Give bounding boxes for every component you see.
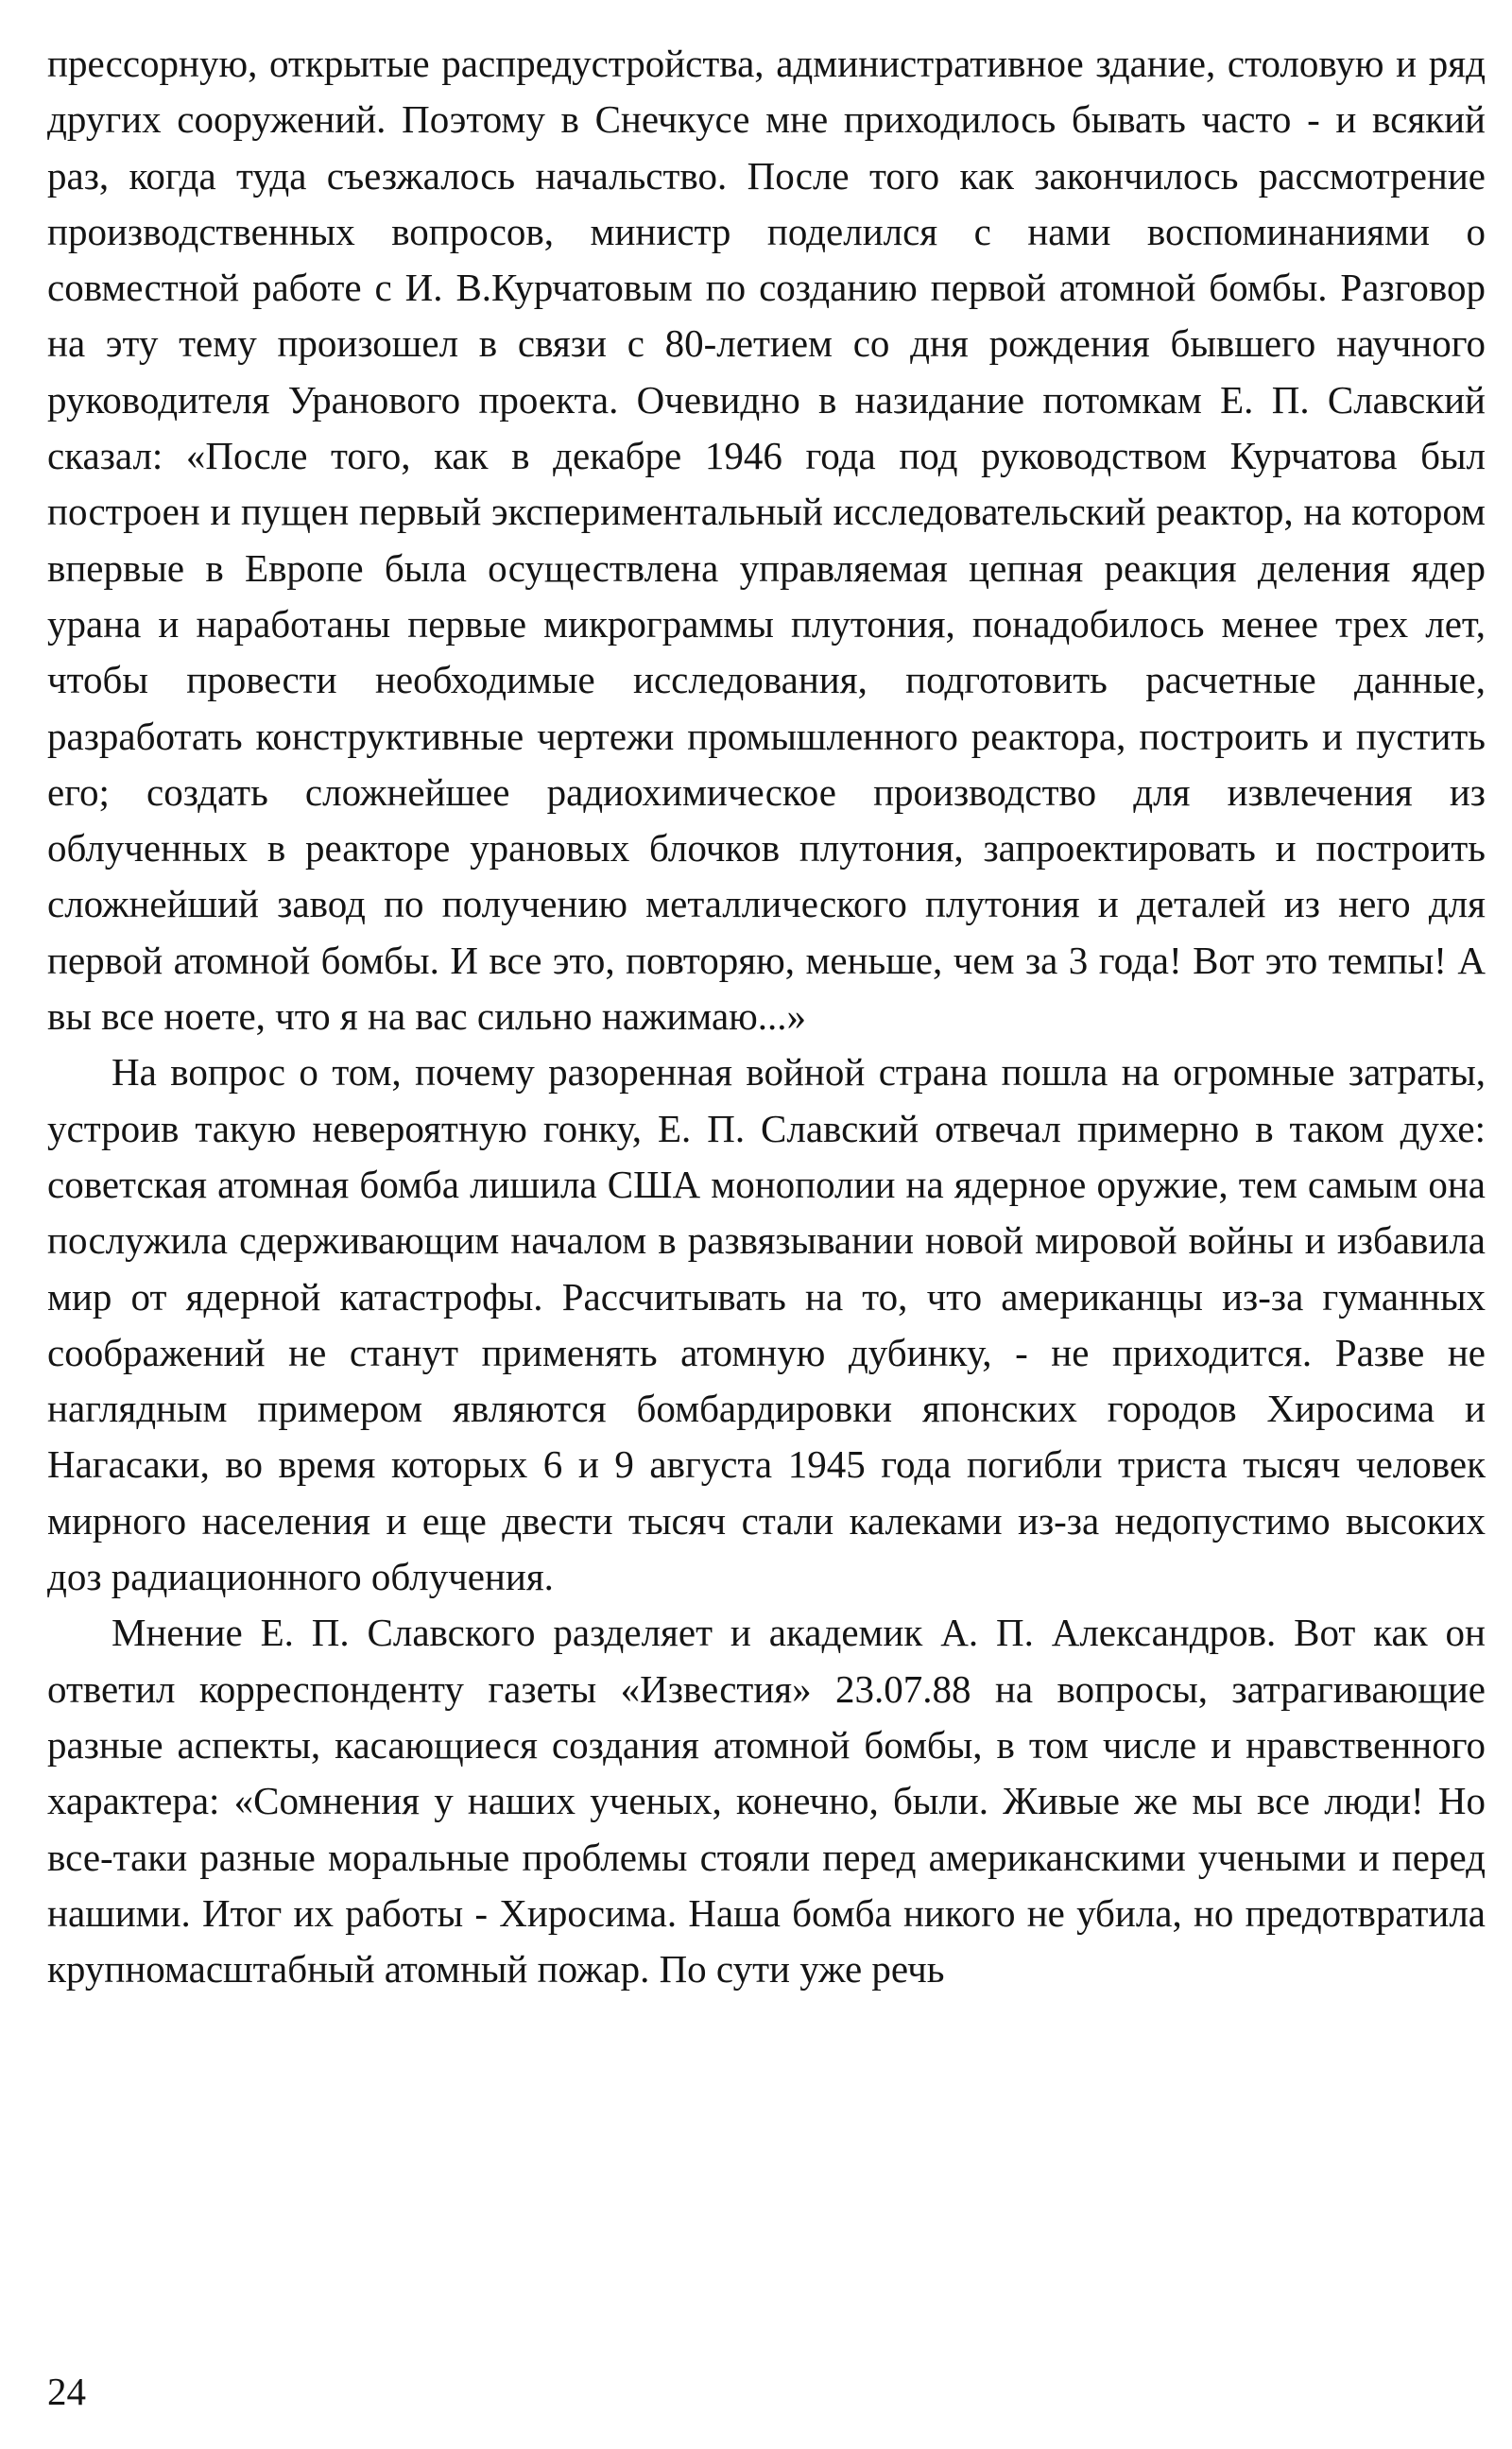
body-text <box>47 36 1486 1997</box>
paragraph-1: прессорную, открытые распредустройства, административное здание, столовую и ряд других сооружений. Поэтому в Снечкусе мне приходилось бывать часто - и всякий раз, когда туда съезжалось начальство. После того как закончилось рассмотрение производственных вопросов, министр поделился с нами воспоминаниями о совместной работе с И. В.Курчатовым по созданию первой атомной бомбы. Разговор на эту тему произошел в связи с 80-летием со дня рождения бывшего научного руководителя Уранового проекта. Очевидно в назидание потомкам Е. П. Славский сказал: «После того, как в декабре 1946 года под руководством Курчатова был построен и пущен первый экспериментальный исследовательский реактор, на котором впервые в Европе была осуществлена управляемая цепная реакция деления ядер урана и наработаны первые микрограммы плутония, понадобилось менее трех лет, чтобы провести необходимые исследования, подготовить расчетные данные, разработать конструктивные чертежи промышленного реактора, построить и пустить его; создать сложнейшее радиохимическое производство для извлечения из облученных в реакторе урановых блочков плутония, запроектировать и построить сложнейший завод по получению металлического плутония и деталей из него для первой атомной бомбы. И все это, повторяю, меньше, чем за 3 года! Вот это темпы! А вы все ноете, что я на вас сильно нажимаю...» <box>47 42 1486 1039</box>
paragraph-2: На вопрос о том, почему разоренная войной страна пошла на огромные затраты, устроив такую невероятную гонку, Е. П. Славский отвечал примерно в таком духе: советская атомная бомба лишила США монополии на ядерное оружие, тем самым она послужила сдерживающим началом в развязывании новой мировой войны и избавила мир от ядерной катастрофы. Рассчитывать на то, что американцы из-за гуманных соображений не станут применять атомную дубинку, - не приходится. Разве не наглядным примером являются бомбардировки японских городов Хиросима и Нагасаки, во время которых 6 и 9 августа 1945 года погибли триста тысяч человек мирного населения и еще двести тысяч стали калеками из-за недопустимо высоких доз радиационного облучения. <box>47 1050 1486 1599</box>
page-number: 24 <box>47 2370 86 2413</box>
paragraph-3: Мнение Е. П. Славского разделяет и академик А. П. Александров. Вот как он ответил корреспонденту газеты «Известия» 23.07.88 на вопросы, затрагивающие разные аспекты, касающиеся создания атомной бомбы, в том числе и нравственного характера: «Сомнения у наших ученых, конечно, были. Живые же мы все люди! Но все-таки разные моральные проблемы стояли перед американскими учеными и перед нашими. Итог их работы - Хиросима. Наша бомба никого не убила, но предотвратила крупномасштабный атомный пожар. По сути уже речь <box>47 1611 1486 1992</box>
